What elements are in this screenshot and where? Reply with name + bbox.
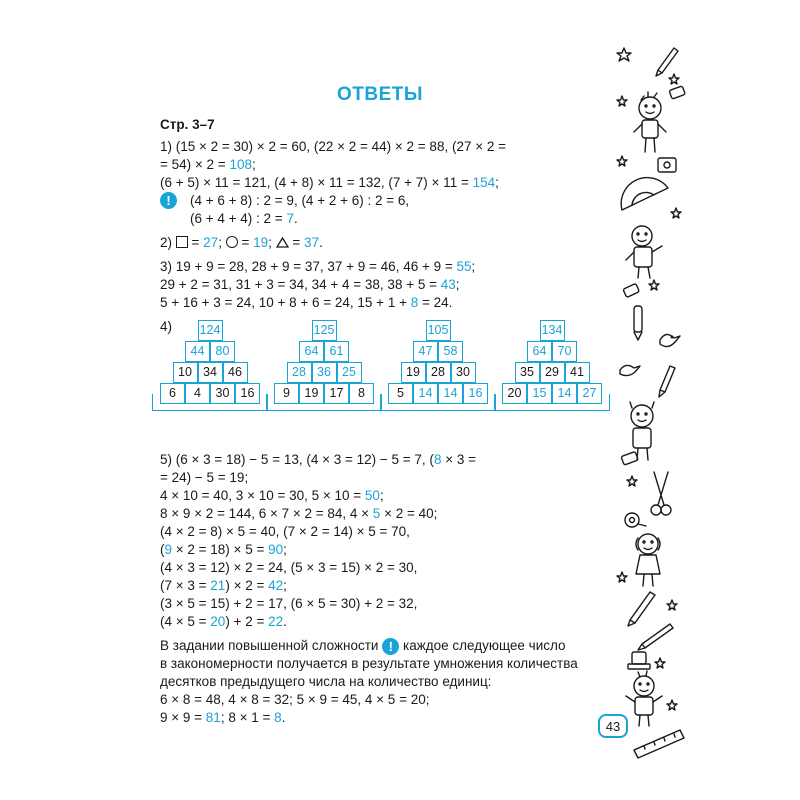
pyramid-cell: 19 — [401, 362, 426, 383]
task1-line1: 1) (15 × 2 = 30) × 2 = 60, (22 × 2 = 44) × 2 = 88, (27 × 2 = — [160, 139, 506, 154]
pyramid-cell: 30 — [451, 362, 476, 383]
note-line5: 9 × 9 = 81; 8 × 1 = 8. — [160, 710, 286, 725]
bird-icon — [620, 365, 640, 375]
pyramid-cell: 9 — [274, 383, 299, 404]
pyramid-cell: 47 — [413, 341, 438, 362]
task5-line1: 5) (6 × 3 = 18) − 5 = 13, (4 × 3 = 12) − 5 = 7, (8 × 3 = — [160, 452, 476, 467]
answer-value: 19 — [253, 235, 269, 250]
tape-icon — [625, 513, 646, 527]
pyramid-cell: 14 — [413, 383, 438, 404]
pyramid-cell: 105 — [426, 320, 451, 341]
answer-value: 90 — [268, 542, 284, 557]
star-icon — [649, 280, 659, 290]
task5-line10: (4 × 5 = 20) + 2 = 22. — [160, 614, 287, 629]
child-icon — [636, 534, 660, 586]
pyramid-cell: 25 — [337, 362, 362, 383]
pyramid-cell: 8 — [349, 383, 374, 404]
child-icon — [630, 402, 654, 460]
sharpener-icon — [658, 158, 676, 172]
task3-line3: 5 + 16 + 3 = 24, 10 + 8 + 6 = 24, 15 + 1 + 8 = 24. — [160, 295, 453, 310]
stamp-icon — [628, 652, 650, 669]
pyramid-cell: 6 — [160, 383, 185, 404]
answer-value: 42 — [268, 578, 284, 593]
note-line3: десятков предыдущего числа на количество единиц: — [160, 674, 492, 689]
task3-line2: 29 + 2 = 31, 31 + 3 = 34, 34 + 4 = 38, 38 + 5 = 43; — [160, 277, 460, 292]
pyramid-cell: 28 — [426, 362, 451, 383]
pyramid-cell: 14 — [552, 383, 577, 404]
star-icon — [627, 476, 637, 486]
pyramid-cell: 125 — [312, 320, 337, 341]
eraser-icon — [621, 452, 638, 466]
pyramid-cell: 41 — [565, 362, 590, 383]
pyramid-cell: 4 — [185, 383, 210, 404]
task5-line6: (9 × 2 = 18) × 5 = 90; — [160, 542, 287, 557]
pyramid-cell: 29 — [540, 362, 565, 383]
answer-value: 37 — [304, 235, 320, 250]
child-icon — [634, 92, 666, 152]
task3-line1: 3) 19 + 9 = 28, 28 + 9 = 37, 37 + 9 = 46, 46 + 9 = 55; — [160, 259, 476, 274]
answer-value: 108 — [229, 157, 252, 172]
pyramid-cell: 10 — [173, 362, 198, 383]
answer-value: 21 — [210, 578, 226, 593]
task5-line3: 4 × 10 = 40, 3 × 10 = 30, 5 × 10 = 50; — [160, 488, 384, 503]
answer-value: 8 — [274, 710, 282, 725]
pyramid-cell: 61 — [324, 341, 349, 362]
task5-content — [160, 451, 610, 727]
task1-line3: (6 + 5) × 11 = 121, (4 + 8) × 11 = 132, (7 + 7) × 11 = 154; — [160, 175, 499, 190]
note-line4: 6 × 8 = 48, 4 × 8 = 32; 5 × 9 = 45, 4 × 5 = 20; — [160, 692, 430, 707]
pyramid-cell: 44 — [185, 341, 210, 362]
task5-line8: (7 × 3 = 21) × 2 = 42; — [160, 578, 287, 593]
child-icon — [626, 671, 662, 726]
answer-value: 27 — [203, 235, 219, 250]
answer-value: 55 — [456, 259, 472, 274]
pencil-icon — [638, 624, 673, 650]
number-pyramids — [160, 320, 620, 435]
pen-icon — [628, 592, 655, 626]
answer-value: 8 — [433, 452, 442, 467]
pyramid-cell: 134 — [540, 320, 565, 341]
pyramid-cell: 64 — [527, 341, 552, 362]
star-icon — [617, 96, 627, 106]
doodle-column — [610, 40, 690, 760]
protractor-icon — [621, 178, 668, 210]
pyramid-cell: 64 — [299, 341, 324, 362]
pyramid-cell: 46 — [223, 362, 248, 383]
answer-value: 43 — [440, 277, 456, 292]
answer-value: 9 — [164, 542, 173, 557]
star-icon — [667, 600, 677, 610]
page-number: 43 — [598, 714, 628, 738]
answer-value: 22 — [268, 614, 284, 629]
task5-line9: (3 × 5 = 15) + 2 = 17, (6 × 5 = 30) + 2 = 32, — [160, 596, 418, 611]
square-icon — [176, 236, 188, 248]
pyramid-cell: 14 — [438, 383, 463, 404]
scissors-icon — [651, 472, 671, 515]
pencil-icon — [659, 366, 675, 397]
pyramid-cell: 70 — [552, 341, 577, 362]
answer-value: 154 — [472, 175, 496, 190]
task4-label: 4) — [160, 319, 173, 334]
child-icon — [626, 226, 662, 278]
pyramid-cell: 16 — [463, 383, 488, 404]
pyramid-cell: 124 — [198, 320, 223, 341]
pyramid-cell: 5 — [388, 383, 413, 404]
answer-value: 50 — [364, 488, 380, 503]
pyramid-cell: 27 — [577, 383, 602, 404]
task5-line5: (4 × 2 = 8) × 5 = 40, (7 × 2 = 14) × 5 = 70, — [160, 524, 410, 539]
task1-line2: = 54) × 2 = 108; — [160, 157, 256, 172]
answer-value: 81 — [205, 710, 221, 725]
pyramid-cell: 17 — [324, 383, 349, 404]
eraser-icon — [623, 283, 639, 297]
task1-line4: (4 + 6 + 8) : 2 = 9, (4 + 2 + 6) : 2 = 6, — [190, 193, 410, 208]
circle-icon — [226, 236, 238, 248]
pyramid-cell: 36 — [312, 362, 337, 383]
ruler-icon — [634, 730, 684, 758]
section-title: Стр. 3–7 — [160, 117, 215, 132]
note-line2: в закономерности получается в результате умножения количества — [160, 656, 578, 671]
pyramid-cell: 15 — [527, 383, 552, 404]
page-title: ОТВЕТЫ — [337, 84, 423, 105]
star-icon — [667, 700, 677, 710]
eraser-icon — [669, 86, 685, 99]
star-icon — [617, 48, 631, 61]
answers-content — [160, 138, 610, 336]
pen-icon — [634, 306, 642, 340]
exclamation-icon: ! — [382, 638, 399, 655]
task2-line: 2) = 27; = 19; = 37. — [160, 235, 323, 250]
task5-line2: = 24) − 5 = 19; — [160, 470, 249, 485]
triangle-icon — [276, 237, 289, 248]
answer-value: 7 — [286, 211, 294, 226]
pyramid-cell: 58 — [438, 341, 463, 362]
pyramid-cell: 28 — [287, 362, 312, 383]
star-icon — [655, 658, 665, 668]
pyramid-cell: 80 — [210, 341, 235, 362]
pencil-icon — [656, 48, 678, 76]
pyramid-cell: 20 — [502, 383, 527, 404]
task5-line7: (4 × 3 = 12) × 2 = 24, (5 × 3 = 15) × 2 = 30, — [160, 560, 418, 575]
note-line1: В задании повышенной сложности ! каждое следующее число — [160, 638, 566, 654]
answer-value: 20 — [210, 614, 226, 629]
answer-value: 8 — [410, 295, 419, 310]
task5-line4: 8 × 9 × 2 = 144, 6 × 7 × 2 = 84, 4 × 5 × 2 = 40; — [160, 506, 438, 521]
star-icon — [671, 208, 681, 218]
star-icon — [669, 74, 679, 84]
star-icon — [617, 156, 627, 166]
pyramid-cell: 30 — [210, 383, 235, 404]
pyramid-cell: 35 — [515, 362, 540, 383]
pyramid-cell: 19 — [299, 383, 324, 404]
task1-line5: (6 + 4 + 4) : 2 = 7. — [190, 211, 298, 226]
bird-icon — [660, 334, 680, 346]
pyramid-cell: 16 — [235, 383, 260, 404]
answer-value: 5 — [372, 506, 381, 521]
exclamation-icon: ! — [160, 192, 177, 209]
pyramid-cell: 34 — [198, 362, 223, 383]
star-icon — [617, 572, 627, 582]
